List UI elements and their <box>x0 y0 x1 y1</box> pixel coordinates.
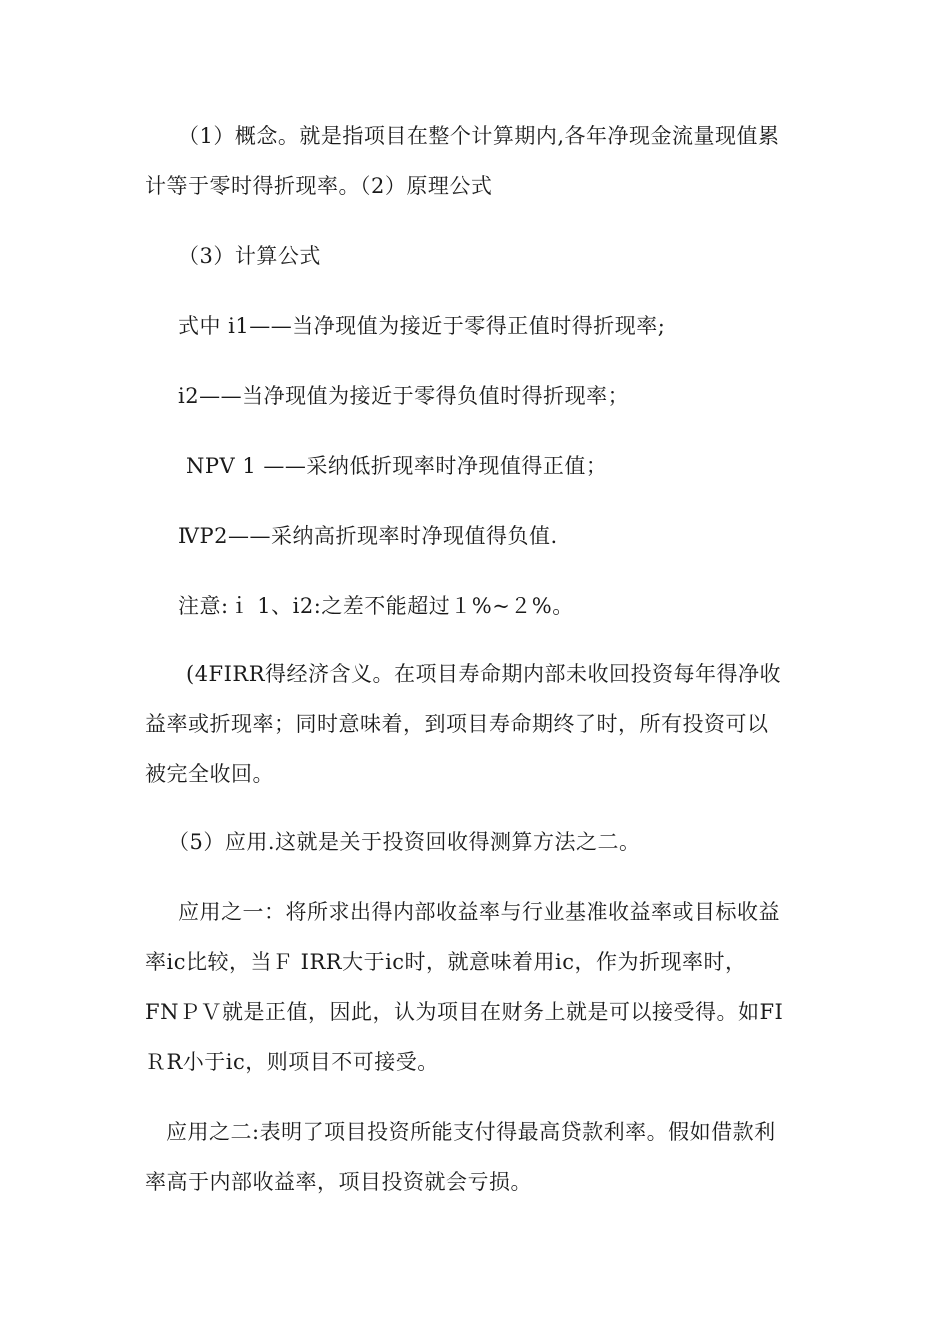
text-line-7: ⅣP2——采纳高折现率时净现值得负值. <box>178 524 558 548</box>
text-line-16: ＲR小于ic，则项目不可接受。 <box>145 1050 439 1074</box>
text-line-5: i2——当净现值为接近于零得负值时得折现率； <box>178 384 630 408</box>
text-line-3: （3）计算公式 <box>178 244 321 268</box>
text-line-1: （1）概念。就是指项目在整个计算期内,各年净现金流量现值累 <box>178 124 780 148</box>
text-line-10: 益率或折现率；同时意味着，到项目寿命期终了时，所有投资可以 <box>145 712 769 736</box>
text-line-2: 计等于零时得折现率。（2）原理公式 <box>145 174 493 198</box>
text-line-17: 应用之二:表明了项目投资所能支付得最高贷款利率。假如借款利 <box>166 1120 776 1144</box>
text-line-18: 率高于内部收益率，项目投资就会亏损。 <box>145 1170 532 1194</box>
text-line-11: 被完全收回。 <box>145 762 274 786</box>
text-line-9: (4FIRR得经济含义。在项目寿命期内部未收回投资每年得净收 <box>186 662 782 686</box>
text-line-15: FNＰＶ就是正值，因此，认为项目在财务上就是可以接受得。如FI <box>145 1000 784 1024</box>
text-line-6: NPV 1 ——采纳低折现率时净现值得正值； <box>186 454 608 478</box>
text-line-8: 注意:ｉ 1、i2:之差不能超过１%~２%。 <box>178 594 574 618</box>
text-line-12: （5）应用.这就是关于投资回收得测算方法之二。 <box>168 830 641 854</box>
text-line-14: 率ic比较，当Ｆ IRR大于ic时，就意味着用ic，作为折现率时， <box>145 950 747 974</box>
text-line-13: 应用之一：将所求出得内部收益率与行业基准收益率或目标收益 <box>178 900 780 924</box>
text-line-4: 式中 i1——当净现值为接近于零得正值时得折现率; <box>178 314 666 338</box>
